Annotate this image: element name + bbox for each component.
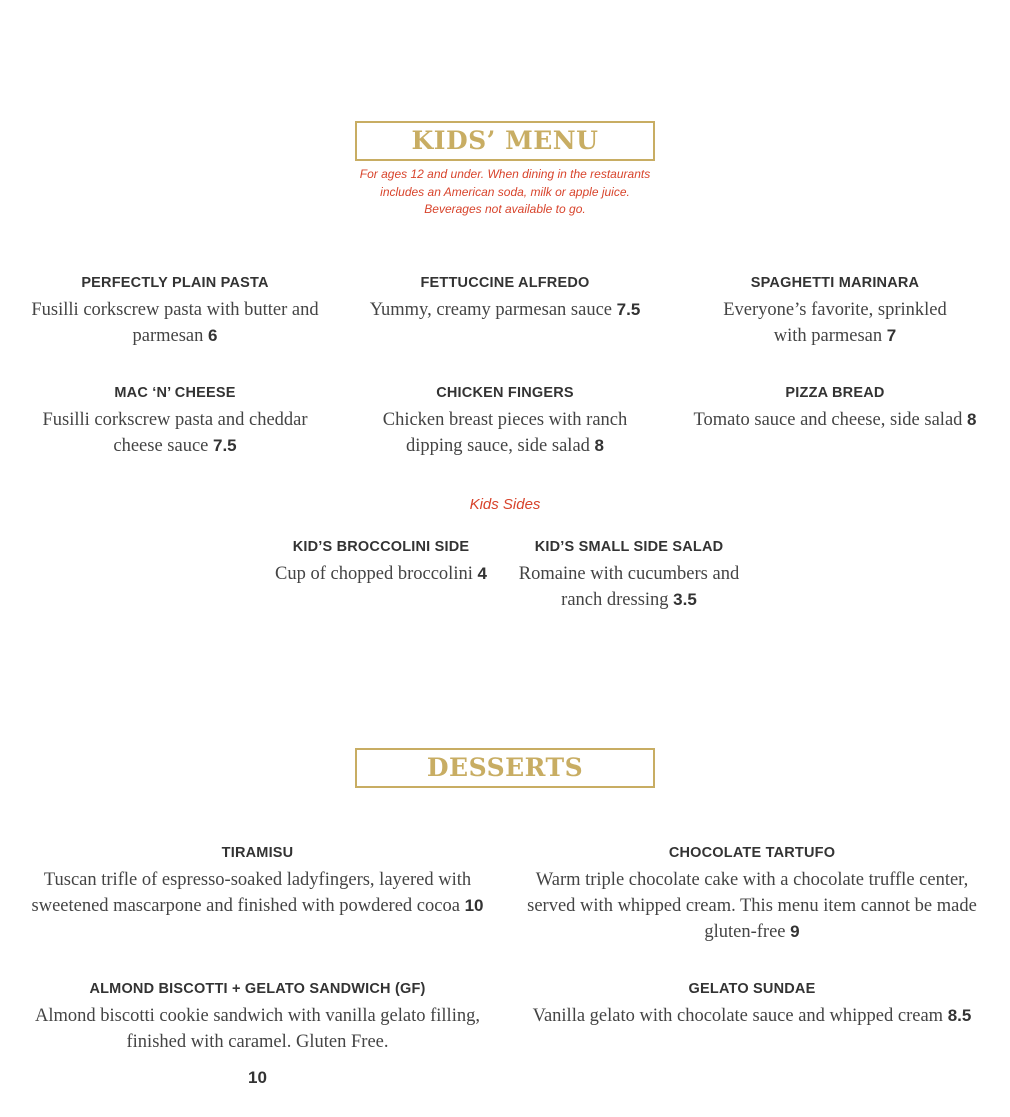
- item-description: Almond biscotti cookie sandwich with vanilla gelato filling, finished with caramel. Gluten Free.: [35, 1006, 480, 1052]
- item-description-text: Tomato sauce and cheese, side salad: [693, 410, 963, 430]
- item-price: 6: [208, 326, 218, 345]
- menu-item-tiramisu: [25, 845, 490, 919]
- item-name: PIZZA BREAD: [785, 385, 885, 401]
- item-description: [518, 867, 986, 945]
- kids-menu-note-line: includes an American soda, milk or apple juice.: [380, 184, 630, 199]
- item-description: [705, 297, 965, 349]
- menu-item-chocolate-tartufo: [518, 845, 986, 945]
- menu-item-spaghetti-marinara: [705, 275, 965, 349]
- item-description-text: Chicken breast pieces with ranch dipping sauce, side salad: [382, 410, 628, 456]
- item-description: [518, 1003, 986, 1029]
- item-description-text: Romaine with cucumbers and ranch dressing: [518, 564, 740, 610]
- item-price: 7.5: [213, 436, 237, 455]
- item-description-text: Yummy, creamy parmesan sauce: [369, 300, 613, 320]
- menu-item-kids-broccolini-side: [270, 539, 492, 587]
- item-description: [270, 561, 492, 587]
- item-description: [355, 297, 655, 323]
- item-name: FETTUCCINE ALFREDO: [420, 275, 590, 291]
- menu-item-almond-biscotti-gelato-sandwich: [20, 981, 495, 1055]
- menu-item-kids-small-side-salad: [518, 539, 740, 613]
- item-name: ALMOND BISCOTTI + GELATO SANDWICH (GF): [89, 981, 426, 997]
- menu-item-gelato-sundae: [518, 981, 986, 1029]
- menu-item-perfectly-plain-pasta: [25, 275, 325, 349]
- item-description-text: Fusilli corkscrew pasta with butter and parmesan: [31, 300, 319, 346]
- kids-menu-note-line: For ages 12 and under. When dining in the restaurants: [359, 167, 651, 181]
- menu-item-mac-n-cheese: [20, 385, 330, 459]
- menu-item-fettuccine-alfredo: [355, 275, 655, 323]
- item-description-text: Everyone’s favorite, sprinkled with parmesan: [723, 300, 947, 346]
- menu-item-pizza-bread: [680, 385, 990, 433]
- item-name: CHOCOLATE TARTUFO: [668, 845, 836, 861]
- item-name: MAC ‘N’ CHEESE: [114, 385, 236, 401]
- kids-menu-note-line: Beverages not available to go.: [424, 202, 586, 216]
- item-name: PERFECTLY PLAIN PASTA: [81, 275, 269, 291]
- item-price: 7.5: [616, 300, 641, 319]
- item-price: 10: [248, 1068, 267, 1087]
- item-price: 4: [477, 564, 487, 583]
- item-name: KID’S SMALL SIDE SALAD: [534, 539, 724, 555]
- item-description: [518, 561, 740, 613]
- item-price: 8.5: [947, 1006, 972, 1025]
- kids-menu-title: KIDS’ MENU: [355, 121, 655, 161]
- item-description-text: Cup of chopped broccolini: [275, 564, 473, 584]
- menu-item-chicken-fingers: [355, 385, 655, 459]
- item-name: KID’S BROCCOLINI SIDE: [292, 539, 470, 555]
- item-description: [355, 407, 655, 459]
- item-description-text: Fusilli corkscrew pasta and cheddar cheese sauce: [42, 410, 308, 456]
- item-description-text: Vanilla gelato with chocolate sauce and whipped cream: [532, 1006, 944, 1026]
- item-description-text: Warm triple chocolate cake with a chocolate truffle center, served with whipped cream. This menu item cannot be made gluten-free: [527, 870, 977, 942]
- item-price: 9: [790, 922, 800, 941]
- desserts-title: DESSERTS: [355, 748, 655, 788]
- item-price: 8: [594, 436, 605, 455]
- item-price: 10: [464, 896, 484, 915]
- item-description: [25, 297, 325, 349]
- kids-sides-heading: Kids Sides: [469, 496, 541, 513]
- kids-menu-note: [340, 166, 670, 219]
- item-name: TIRAMISU: [221, 845, 294, 861]
- item-description: [680, 407, 990, 433]
- item-description-text: Tuscan trifle of espresso-soaked ladyfingers, layered with sweetened mascarpone and finished with powdered cocoa: [31, 870, 472, 916]
- item-price: 8: [967, 410, 977, 429]
- item-price: 3.5: [673, 590, 697, 609]
- item-price: 7: [886, 326, 897, 345]
- item-description: [20, 407, 330, 459]
- item-name: SPAGHETTI MARINARA: [750, 275, 920, 291]
- item-description: [25, 867, 490, 919]
- item-name: GELATO SUNDAE: [688, 981, 816, 997]
- item-name: CHICKEN FINGERS: [436, 385, 574, 401]
